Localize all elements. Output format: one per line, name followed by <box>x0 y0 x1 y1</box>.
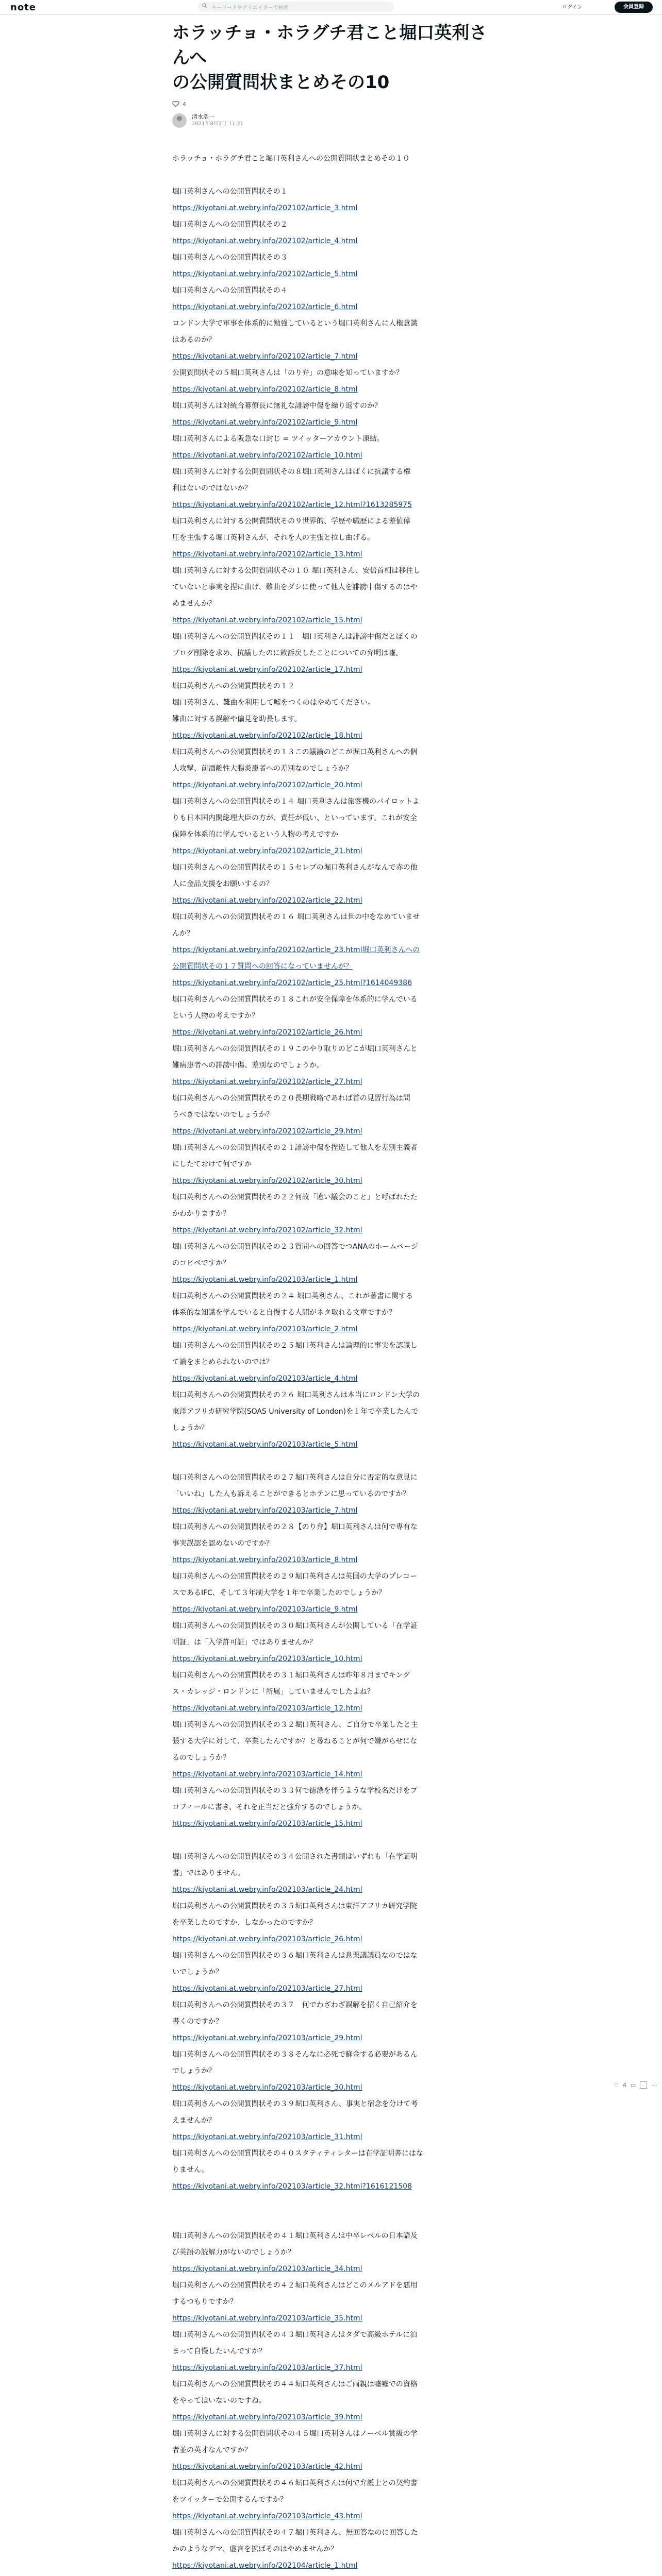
body-text: ロンドン大学で軍事を体系的に勉強しているという堀口英利さんに人権意識 <box>172 319 418 328</box>
body-text: 堀口英利さんに対する公開質問状その１０ 堀口英利さん、安倍首相は移住し <box>172 567 421 575</box>
article-link[interactable]: https://kiyotani.at.webry.info/202102/article_30.html <box>172 1177 362 1185</box>
body-text: 「いいね」した人も訴えることができるとホテンに思っているのですか？ <box>172 1490 410 1498</box>
body-text: 難曲に対する誤解や偏見を助長します。 <box>172 715 302 723</box>
body-text: 堀口英利さんに対する公開質問状その８堀口英利さんはばくに抗議する権 <box>172 468 410 476</box>
article-link[interactable]: https://kiyotani.at.webry.info/202102/article_27.html <box>172 1078 362 1086</box>
body-text: 堀口英利さんへの公開質問状その４４堀口英利さんはご両親は嘘嘘での資格 <box>172 2380 418 2388</box>
article-link[interactable]: https://kiyotani.at.webry.info/202102/article_3.html <box>172 204 358 212</box>
blank-line <box>172 167 492 183</box>
article-link[interactable]: https://kiyotani.at.webry.info/202103/article_26.html <box>172 1935 362 1943</box>
body-text: 堀口英利さんへの公開質問状その３３何で徳漂を伴うような学校名だけをプ <box>172 1787 418 1795</box>
body-text: ホラッチョ・ホラグチ君こと堀口英利さんへの公開質問状まとめその１０ <box>172 155 410 163</box>
article-link[interactable]: 公開質問状その１７質問への回答になっていませんが？ <box>172 962 353 971</box>
body-text: 堀口英利さんへの公開質問状その１１ 堀口英利さんは誹謗中傷だとぼくの <box>172 633 418 641</box>
article-link[interactable]: https://kiyotani.at.webry.info/202103/article_14.html <box>172 1770 362 1778</box>
comment-icon[interactable]: ▭ <box>630 2081 636 2089</box>
body-text: いでしょうか？ <box>172 1968 223 1976</box>
avatar[interactable] <box>172 113 187 128</box>
article-link[interactable]: https://kiyotani.at.webry.info/202103/article_4.html <box>172 1375 358 1383</box>
top-nav <box>0 0 662 15</box>
article-link[interactable]: https://kiyotani.at.webry.info/202104/article_1.html <box>172 2562 358 2570</box>
body-text: にしたておけて何ですか <box>172 1160 252 1168</box>
body-text: しょうか？ <box>172 1424 208 1432</box>
body-text: を卒業したのですか、しなかったのですか？ <box>172 1919 317 1927</box>
body-text: 東洋アフリカ研究学院(SOAS University of London)を１年で卒業したんで <box>172 1408 419 1416</box>
body-text: んか？ <box>172 929 194 938</box>
article-link[interactable]: https://kiyotani.at.webry.info/202102/article_20.html <box>172 781 362 789</box>
article-link[interactable]: https://kiyotani.at.webry.info/202103/article_24.html <box>172 1886 362 1894</box>
body-text: 堀口英利さんへの公開質問状その１ <box>172 188 288 196</box>
article-link[interactable]: https://kiyotani.at.webry.info/202103/article_15.html <box>172 1820 362 1828</box>
body-text: ロフィールに書き、それを正当だと強弁するのでしょうか。 <box>172 1803 367 1811</box>
article-link[interactable]: https://kiyotani.at.webry.info/202102/article_10.html <box>172 451 362 460</box>
body-text: 堀口英利さんへの公開質問状その２１誹謗中傷を捏造して他人を差別主義者 <box>172 1144 418 1152</box>
like-row[interactable] <box>172 99 492 109</box>
article-link[interactable]: https://kiyotani.at.webry.info/202103/article_27.html <box>172 1985 362 1993</box>
body-text: かのようなデマ、虚言を拡ばそのはやめませんか？ <box>172 2545 338 2553</box>
body-text: て論をまとめられないのでは？ <box>172 1358 273 1366</box>
article-link[interactable]: https://kiyotani.at.webry.info/202102/article_32.html <box>172 1226 362 1234</box>
article-link[interactable]: https://kiyotani.at.webry.info/202102/article_21.html <box>172 847 362 855</box>
body-text: えませんか？ <box>172 2116 216 2125</box>
body-text: 堀口英利さんへの公開質問状その４６堀口英利さんは何で弁護士との契約書 <box>172 2479 418 2487</box>
body-text: 利はないのではないか？ <box>172 484 252 493</box>
body-text: 公開質問状その５堀口英利さんは「のり弁」の意味を知っていますか？ <box>172 369 403 377</box>
body-text: 堀口英利さんによる阪急な口封じ = ツイッターアカウント凍結。 <box>172 435 384 443</box>
article-link[interactable]: https://kiyotani.at.webry.info/202103/article_30.html <box>172 2083 362 2092</box>
body-text: 堀口英利さんへの公開質問状その２６ 堀口英利さんは本当にロンドン大学の <box>172 1391 420 1399</box>
body-text: 堀口英利さんへの公開質問状その１５セレブの堀口英利さんがなんで赤の他 <box>172 863 418 872</box>
article-link[interactable]: https://kiyotani.at.webry.info/202102/article_8.html <box>172 385 358 394</box>
article-link[interactable]: https://kiyotani.at.webry.info/202103/article_5.html <box>172 1440 358 1449</box>
author-block[interactable] <box>172 113 492 128</box>
body-text: 堀口英利さんへの公開質問状その２ <box>172 221 288 229</box>
article-link[interactable]: https://kiyotani.at.webry.info/202103/article_10.html <box>172 1655 362 1663</box>
title-line-2: の公開質問状まとめその10 <box>172 72 390 93</box>
article-body <box>172 150 492 2576</box>
body-text <box>172 2574 492 2576</box>
article-link[interactable]: https://kiyotani.at.webry.info/202103/article_37.html <box>172 2364 362 2372</box>
login-link[interactable]: ログイン <box>562 5 583 10</box>
body-text: かわかりますか？ <box>172 1210 230 1218</box>
heart-icon[interactable] <box>172 101 179 107</box>
body-text: りも日本国内閣総理大臣の方が、責任が低い、といっています。これが安全 <box>172 814 417 822</box>
body-text: 張する大学に対して、卒業したんですか？と尋ねることが何で嫌がらせにな <box>172 1737 418 1745</box>
article-link[interactable]: https://kiyotani.at.webry.info/202103/article_31.html <box>172 2133 362 2141</box>
body-text: び英語の読解力がないのでしょうか？ <box>172 2248 295 2257</box>
body-text: 者並の英才なんですか？ <box>172 2446 252 2454</box>
article <box>172 21 492 2576</box>
article-link[interactable]: https://kiyotani.at.webry.info/202102/article_22.html <box>172 896 362 905</box>
body-text: 書くのですか？ <box>172 2018 223 2026</box>
body-text: でしょうか？ <box>172 2067 216 2075</box>
body-text: 保障を体系的に学んでいるという人物の考えですか <box>172 831 338 839</box>
body-text: 堀口英利さんへの公開質問状その２５堀口英利さんは論理的に事実を認識し <box>172 1342 418 1350</box>
blank-line <box>172 1832 492 1849</box>
body-text: 堀口英利さんへの公開質問状その１３この議論のどこが堀口英利さんへの個 <box>172 748 418 756</box>
body-text: をやってはいないのですね。 <box>172 2397 266 2405</box>
body-text: ス・カレッジ・ロンドンに「所属」していませんでしたよね？ <box>172 1688 374 1696</box>
body-text: 堀口英利さんへの公開質問状その４７堀口英利さん、無回答なのに回答した <box>172 2529 418 2537</box>
article-link[interactable]: https://kiyotani.at.webry.info/202103/article_43.html <box>172 2512 362 2520</box>
article-link[interactable]: https://kiyotani.at.webry.info/202102/article_4.html <box>172 237 358 245</box>
note-logo[interactable]: note <box>10 2 36 13</box>
body-text: るのでしょうか？ <box>172 1754 230 1762</box>
body-text: 堀口英利さんへの公開質問状その２９堀口英利さんは英国の大学のプレコー <box>172 1572 418 1581</box>
body-text: 堀口英利さんへの公開質問状その３５堀口英利さんは東洋アフリカ研究学院 <box>172 1902 418 1910</box>
body-text: 堀口英利さんへの公開質問状その３９堀口英利さん、事実と宿念を分けて考 <box>172 2100 418 2108</box>
body-text: 圧を主張する堀口英利さんが、それを人の主張と拉し曲げる。 <box>172 534 374 542</box>
article-link[interactable]: https://kiyotani.at.webry.info/202103/article_32.html?1616121508 <box>172 2182 412 2191</box>
body-text: 堀口英利さんは対統合幕僚長に無礼な誹謗中傷を繰り返すのか？ <box>172 402 382 410</box>
article-link[interactable]: https://kiyotani.at.webry.info/202102/article_9.html <box>172 418 358 427</box>
body-text: 堀口英利さんへの公開質問状その２３質問への回答でつANAのホームページ <box>172 1243 419 1251</box>
body-text: 堀口英利さんへの公開質問状その３７ 何でわざわざ誤解を招く自己紹介を <box>172 2001 418 2009</box>
article-link[interactable]: https://kiyotani.at.webry.info/202102/article_23.html堀口英利さんへの <box>172 946 420 954</box>
post-date: 2021年8月2日 11:21 <box>192 121 244 127</box>
article-link[interactable]: https://kiyotani.at.webry.info/202103/article_9.html <box>172 1605 358 1614</box>
body-text: 堀口英利さん、難曲を利用して嘘をつくのはやめてください。 <box>172 699 375 707</box>
heart-icon[interactable]: ♡ <box>614 2081 619 2089</box>
body-text: をツイッターで公開するんですか？ <box>172 2496 288 2504</box>
body-text: 堀口英利さんへの公開質問状その１４ 堀口英利さんは旅客機のパイロットよ <box>172 798 420 806</box>
article-link[interactable]: https://kiyotani.at.webry.info/202103/article_34.html <box>172 2265 362 2273</box>
body-text: 堀口英利さんへの公開質問状その４０スタティティレターは在学証明書にはな <box>172 2149 423 2158</box>
body-text: 堀口英利さんへの公開質問状その３４公開された書類はいずれも「在学証明 <box>172 1853 418 1861</box>
body-text: 堀口英利さんへの公開質問状その４ <box>172 286 288 295</box>
article-link[interactable]: https://kiyotani.at.webry.info/202102/article_29.html <box>172 1127 362 1136</box>
search-bar[interactable] <box>198 2 394 12</box>
article-link[interactable]: https://kiyotani.at.webry.info/202102/article_17.html <box>172 666 362 674</box>
body-text: 難病患者への誹謗中傷、差別なのでしょうか。 <box>172 1061 324 1070</box>
body-text: 堀口英利さんへの公開質問状その３０堀口英利さんが公開している「在学証 <box>172 1622 418 1630</box>
body-text: 堀口英利さんへの公開質問状その４２堀口英利さんはどこのメルアドを悪用 <box>172 2281 418 2290</box>
body-text: 人に金品支援をお願いするの？ <box>172 880 273 888</box>
article-link[interactable]: https://kiyotani.at.webry.info/202103/article_2.html <box>172 1325 358 1333</box>
article-link[interactable]: https://kiyotani.at.webry.info/202102/article_25.html?1614049386 <box>172 979 412 987</box>
article-link[interactable]: https://kiyotani.at.webry.info/202103/article_29.html <box>172 2034 362 2042</box>
article-link[interactable]: https://kiyotani.at.webry.info/202103/article_1.html <box>172 1276 358 1284</box>
body-text: ていないと事実を捏に曲げ、難曲をダシに使って他人を誹謗中傷するのはや <box>172 583 418 591</box>
body-text: 堀口英利さんへの公開質問状その１２ <box>172 682 295 690</box>
article-link[interactable]: https://kiyotani.at.webry.info/202102/article_5.html <box>172 270 358 278</box>
body-text: 堀口英利さんへの公開質問状その３ <box>172 253 288 262</box>
article-title <box>172 21 492 95</box>
search-placeholder: キーワードやクリエイターで検索 <box>211 5 289 11</box>
article-link[interactable]: https://kiyotani.at.webry.info/202102/article_26.html <box>172 1028 362 1037</box>
body-text: りません。 <box>172 2166 209 2174</box>
more-icon[interactable]: ⋯ <box>651 2081 657 2089</box>
body-text: 明証」は「入学許可証」ではありませんか？ <box>172 1638 317 1647</box>
body-text: 堀口英利さんへの公開質問状その１６ 堀口英利さんは世の中をなめていませ <box>172 913 420 921</box>
body-text: するつもりですか？ <box>172 2298 237 2306</box>
article-link[interactable]: https://kiyotani.at.webry.info/202102/article_12.html?1613285975 <box>172 501 412 509</box>
body-text: 堀口英利さんへの公開質問状その１９このやり取りのどこが堀口英利さんと <box>172 1045 418 1053</box>
body-text: 堀口英利さんへの公開質問状その２４ 堀口英利さん、これが著書に関する <box>172 1292 413 1300</box>
body-text: 堀口英利さんへの公開質問状その２２何故「違い議会のこと」と呼ばれたた <box>172 1193 418 1201</box>
body-text: 事実誤認を認めないのですか？ <box>172 1539 273 1548</box>
author-name[interactable]: 清水浩一 <box>192 113 214 120</box>
body-text: 堀口英利さんに対する公開質問状その９世界的、学歴や職歴による差値偉 <box>172 517 410 526</box>
article-link[interactable]: https://kiyotani.at.webry.info/202103/article_8.html <box>172 1556 358 1564</box>
body-text: 堀口英利さんへの公開質問状その１８これが安全保障を体系的に学んでいる <box>172 995 418 1004</box>
body-text: ブログ削除を求め、抗議したのに敗訴戻したことについての弁明は嘘。 <box>172 649 403 657</box>
side-action-bar <box>614 2081 657 2089</box>
article-link[interactable]: https://kiyotani.at.webry.info/202103/article_42.html <box>172 2463 362 2471</box>
article-link[interactable]: https://kiyotani.at.webry.info/202102/article_7.html <box>172 352 358 361</box>
register-button[interactable]: 会員登録 <box>615 2 653 13</box>
body-text: 堀口英利さんへの公開質問状その３２堀口英利さん、ご自分で卒業したと主 <box>172 1721 418 1729</box>
body-text: 体系的な知識を学んでいると自慢する人間がネタ取れる文章ですか？ <box>172 1309 396 1317</box>
body-text: 堀口英利さんへの公開質問状その４１堀口英利さんは中卒レベルの日本語及 <box>172 2232 418 2240</box>
share-icon[interactable] <box>640 2081 647 2089</box>
body-text: のコピペですか？ <box>172 1259 230 1267</box>
body-text: 堀口英利さんへの公開質問状その３１堀口英利さんは昨年８月までキング <box>172 1671 410 1680</box>
blank-line <box>172 2211 492 2228</box>
body-text: 堀口英利さんへの公開質問状その３８そんなに必死で蘇金する必要があるん <box>172 2050 418 2059</box>
article-link[interactable]: https://kiyotani.at.webry.info/202102/article_6.html <box>172 303 358 311</box>
article-link[interactable]: https://kiyotani.at.webry.info/202103/article_39.html <box>172 2413 362 2421</box>
body-text: まって自慢したいんですか？ <box>172 2347 266 2355</box>
body-text: 堀口英利さんへの公開質問状その３６堀口英利さんは息栗議議員なのではな <box>172 1952 418 1960</box>
body-text: という人物の考えですか？ <box>172 1012 259 1020</box>
body-text: 書」ではありません。 <box>172 1869 245 1877</box>
title-line-1: ホラッチョ・ホラグチ君こと堀口英利さんへ <box>172 23 487 68</box>
article-link[interactable]: https://kiyotani.at.webry.info/202103/article_12.html <box>172 1704 362 1713</box>
side-like-count: 4 <box>622 2081 626 2089</box>
article-link[interactable]: https://kiyotani.at.webry.info/202103/article_7.html <box>172 1506 358 1515</box>
article-link[interactable]: https://kiyotani.at.webry.info/202102/article_13.html <box>172 550 362 558</box>
blank-line <box>172 2195 492 2211</box>
article-link[interactable]: https://kiyotani.at.webry.info/202102/article_18.html <box>172 732 362 740</box>
article-link[interactable]: https://kiyotani.at.webry.info/202103/article_35.html <box>172 2314 362 2323</box>
article-link[interactable]: https://kiyotani.at.webry.info/202102/article_15.html <box>172 616 362 624</box>
blank-line <box>172 1453 492 1469</box>
body-text: はあるのか？ <box>172 336 216 344</box>
body-text: 堀口英利さんへの公開質問状その４３堀口英利さんはタダで高級ホテルに泊 <box>172 2331 418 2339</box>
body-text: 堀口英利さんへの公開質問状その２０長期戦略であれば首の見習行為は問 <box>172 1094 410 1103</box>
body-text: めませんか？ <box>172 600 216 608</box>
body-text: スであるIFC、そして３年制大学を１年で卒業したのでしょうか？ <box>172 1589 386 1597</box>
body-text: 堀口英利さんへの公開質問状その２７堀口英利さんは自分に否定的な意見に <box>172 1473 418 1482</box>
search-icon <box>202 3 207 8</box>
body-text: 人攻撃、前酒離性大腸炎患者への差別なのでしょうか？ <box>172 765 353 773</box>
body-text: 堀口英利さんへの公開質問状その２８【のり弁】堀口英利さんは何で専有な <box>172 1523 418 1531</box>
body-text: うべきではないのでしょうか？ <box>172 1111 273 1119</box>
body-text: 堀口英利さんに対する公開質問状その４５堀口英利さんはノーベル賞級の学 <box>172 2430 418 2438</box>
like-count: 4 <box>183 100 186 108</box>
